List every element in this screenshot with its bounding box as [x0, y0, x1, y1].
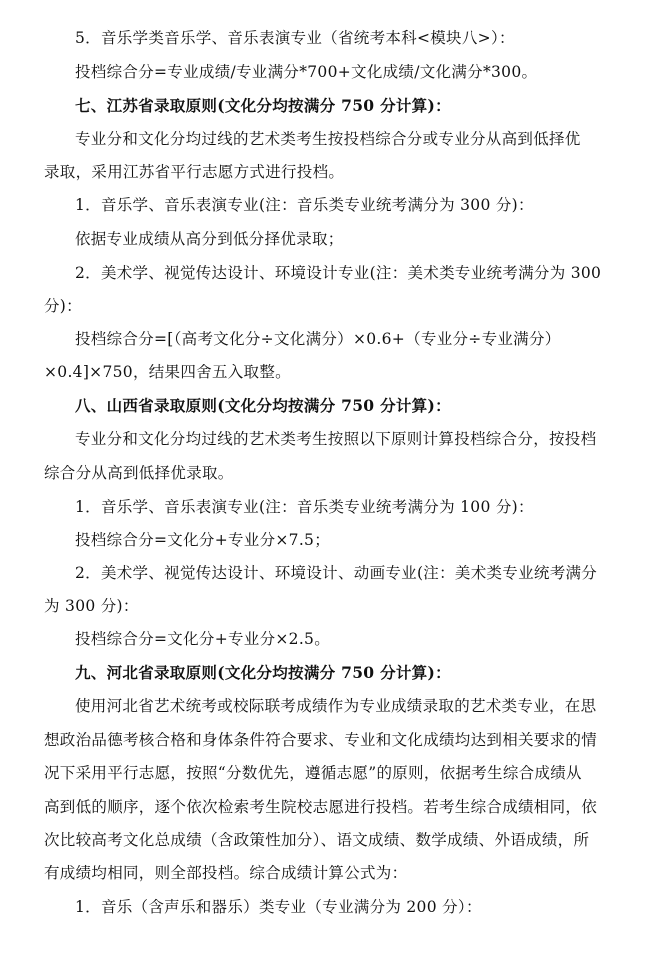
text-line: ×0.4]×750，结果四舍五入取整。: [44, 363, 291, 381]
text-line: 录取，采用江苏省平行志愿方式进行投档。: [44, 163, 345, 181]
text-line: 使用河北省艺术统考或校际联考成绩作为专业成绩录取的艺术类专业，在思: [75, 697, 597, 715]
text-line: 况下采用平行志愿，按照“分数优先，遵循志愿”的原则，依据考生综合成绩从: [44, 764, 582, 782]
text-line: 1．音乐学、音乐表演专业(注：音乐类专业统考满分为 100 分)：: [75, 498, 534, 516]
text-line: 1．音乐（含声乐和器乐）类专业（专业满分为 200 分）：: [75, 898, 482, 916]
text-line: 为 300 分)：: [44, 597, 139, 615]
text-line: 次比较高考文化总成绩（含政策性加分）、语文成绩、数学成绩、外语成绩，所: [44, 831, 590, 849]
text-line: 综合分从高到低择优录取。: [44, 464, 234, 482]
text-line: 专业分和文化分均过线的艺术类考生按照以下原则计算投档综合分，按投档: [75, 430, 597, 448]
text-line: 专业分和文化分均过线的艺术类考生按投档综合分或专业分从高到低择优: [75, 130, 581, 148]
text-line: 2．美术学、视觉传达设计、环境设计专业(注：美术类专业统考满分为 300: [75, 264, 602, 282]
section-heading: 九、河北省录取原则(文化分均按满分 750 分计算)：: [75, 663, 451, 682]
text-line: 依据专业成绩从高分到低分择优录取；: [75, 230, 344, 248]
text-line: 有成绩均相同，则全部投档。综合成绩计算公式为：: [44, 864, 408, 882]
text-line: 想政治品德考核合格和身体条件符合要求、专业和文化成绩均达到相关要求的情: [44, 731, 598, 749]
text-line: 投档综合分=文化分+专业分×7.5；: [75, 531, 331, 549]
section-heading: 七、江苏省录取原则(文化分均按满分 750 分计算)：: [75, 96, 451, 115]
text-line: 投档综合分=专业成绩/专业满分*700+文化成绩/文化满分*300。: [75, 63, 538, 81]
text-line: 高到低的顺序，逐个依次检索考生院校志愿进行投档。若考生综合成绩相同，依: [44, 798, 598, 816]
text-line: 投档综合分=文化分+专业分×2.5。: [75, 630, 331, 648]
text-line: 投档综合分=[（高考文化分÷文化满分）×0.6+（专业分÷专业满分）: [75, 330, 561, 348]
text-line: 2．美术学、视觉传达设计、环境设计、动画专业(注：美术类专业统考满分: [75, 564, 598, 582]
section-heading: 八、山西省录取原则(文化分均按满分 750 分计算)：: [75, 396, 451, 415]
text-line: 分)：: [44, 297, 82, 315]
text-line: 5．音乐学类音乐学、音乐表演专业（省统考本科<模块八>）：: [75, 29, 515, 47]
text-line: 1．音乐学、音乐表演专业(注：音乐类专业统考满分为 300 分)：: [75, 196, 534, 214]
